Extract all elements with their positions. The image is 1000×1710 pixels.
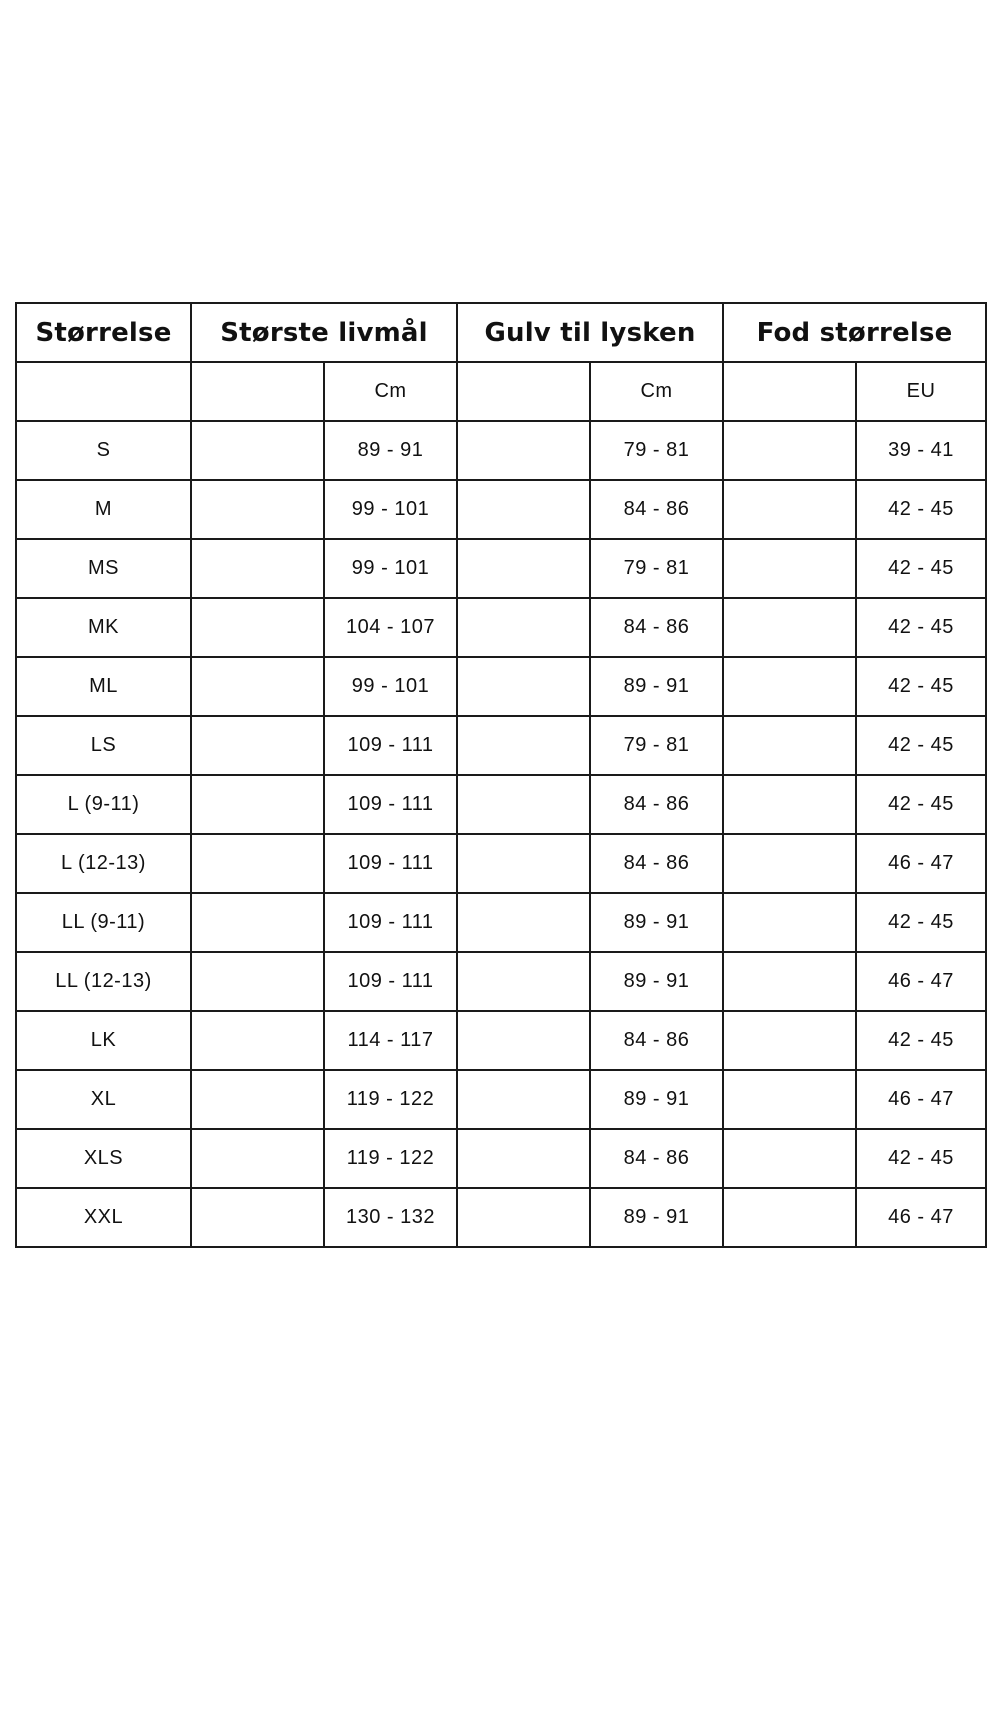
waist-cell: 89 - 91 — [324, 421, 457, 480]
inseam-cell: 89 - 91 — [590, 1070, 723, 1129]
size-cell: LL (12-13) — [16, 952, 191, 1011]
blank-cell — [191, 1011, 324, 1070]
waist-cell: 119 - 122 — [324, 1129, 457, 1188]
header-inseam: Gulv til lysken — [457, 303, 723, 362]
blank-cell — [191, 716, 324, 775]
blank-cell — [191, 657, 324, 716]
blank-cell — [723, 716, 856, 775]
unit-cell-inseam: Cm — [590, 362, 723, 421]
foot-size-cell: 46 - 47 — [856, 1070, 986, 1129]
waist-cell: 99 - 101 — [324, 480, 457, 539]
inseam-cell: 79 - 81 — [590, 421, 723, 480]
table-row — [16, 775, 986, 834]
inseam-cell: 89 - 91 — [590, 893, 723, 952]
inseam-cell: 89 - 91 — [590, 657, 723, 716]
table-row — [16, 893, 986, 952]
unit-row — [16, 362, 986, 421]
blank-cell — [191, 834, 324, 893]
waist-cell: 109 - 111 — [324, 834, 457, 893]
blank-cell — [723, 893, 856, 952]
blank-cell — [457, 657, 590, 716]
size-cell: ML — [16, 657, 191, 716]
unit-cell-blank — [457, 362, 590, 421]
inseam-cell: 89 - 91 — [590, 952, 723, 1011]
inseam-cell: 84 - 86 — [590, 1011, 723, 1070]
table-row — [16, 539, 986, 598]
table-row — [16, 716, 986, 775]
table-row — [16, 1011, 986, 1070]
waist-cell: 119 - 122 — [324, 1070, 457, 1129]
inseam-cell: 79 - 81 — [590, 716, 723, 775]
blank-cell — [191, 421, 324, 480]
foot-size-cell: 42 - 45 — [856, 716, 986, 775]
blank-cell — [191, 775, 324, 834]
foot-size-cell: 42 - 45 — [856, 598, 986, 657]
blank-cell — [457, 893, 590, 952]
blank-cell — [723, 657, 856, 716]
waist-cell: 104 - 107 — [324, 598, 457, 657]
foot-size-cell: 46 - 47 — [856, 834, 986, 893]
blank-cell — [723, 834, 856, 893]
unit-cell-waist: Cm — [324, 362, 457, 421]
blank-cell — [723, 1070, 856, 1129]
size-chart-table — [15, 302, 987, 1248]
size-cell: L (12-13) — [16, 834, 191, 893]
blank-cell — [191, 1070, 324, 1129]
blank-cell — [457, 775, 590, 834]
blank-cell — [723, 421, 856, 480]
table-row — [16, 598, 986, 657]
inseam-cell: 84 - 86 — [590, 480, 723, 539]
size-cell: S — [16, 421, 191, 480]
waist-cell: 109 - 111 — [324, 952, 457, 1011]
size-cell: XL — [16, 1070, 191, 1129]
blank-cell — [723, 775, 856, 834]
foot-size-cell: 39 - 41 — [856, 421, 986, 480]
blank-cell — [723, 952, 856, 1011]
blank-cell — [191, 539, 324, 598]
blank-cell — [723, 598, 856, 657]
table-row — [16, 1070, 986, 1129]
blank-cell — [457, 834, 590, 893]
inseam-cell: 84 - 86 — [590, 598, 723, 657]
size-cell: LS — [16, 716, 191, 775]
size-cell: LK — [16, 1011, 191, 1070]
inseam-cell: 84 - 86 — [590, 1129, 723, 1188]
blank-cell — [191, 1188, 324, 1247]
table-row — [16, 421, 986, 480]
size-cell: XLS — [16, 1129, 191, 1188]
size-cell: LL (9-11) — [16, 893, 191, 952]
blank-cell — [191, 952, 324, 1011]
unit-cell-blank — [723, 362, 856, 421]
blank-cell — [191, 598, 324, 657]
size-cell: M — [16, 480, 191, 539]
blank-cell — [723, 1011, 856, 1070]
foot-size-cell: 42 - 45 — [856, 657, 986, 716]
table-row — [16, 1129, 986, 1188]
blank-cell — [457, 1129, 590, 1188]
blank-cell — [457, 480, 590, 539]
waist-cell: 99 - 101 — [324, 657, 457, 716]
table-row — [16, 1188, 986, 1247]
table-row — [16, 480, 986, 539]
blank-cell — [457, 539, 590, 598]
foot-size-cell: 42 - 45 — [856, 539, 986, 598]
blank-cell — [457, 1188, 590, 1247]
size-cell: MS — [16, 539, 191, 598]
blank-cell — [723, 480, 856, 539]
inseam-cell: 84 - 86 — [590, 775, 723, 834]
blank-cell — [723, 1188, 856, 1247]
header-foot-size: Fod størrelse — [723, 303, 986, 362]
foot-size-cell: 46 - 47 — [856, 1188, 986, 1247]
blank-cell — [191, 893, 324, 952]
table-row — [16, 657, 986, 716]
blank-cell — [191, 1129, 324, 1188]
blank-cell — [457, 421, 590, 480]
header-waist: Største livmål — [191, 303, 457, 362]
blank-cell — [457, 598, 590, 657]
foot-size-cell: 42 - 45 — [856, 893, 986, 952]
size-cell: XXL — [16, 1188, 191, 1247]
waist-cell: 109 - 111 — [324, 716, 457, 775]
blank-cell — [191, 480, 324, 539]
header-row — [16, 303, 986, 362]
inseam-cell: 84 - 86 — [590, 834, 723, 893]
size-cell: L (9-11) — [16, 775, 191, 834]
foot-size-cell: 42 - 45 — [856, 1011, 986, 1070]
header-size: Størrelse — [16, 303, 191, 362]
foot-size-cell: 46 - 47 — [856, 952, 986, 1011]
size-cell: MK — [16, 598, 191, 657]
table-row — [16, 834, 986, 893]
blank-cell — [723, 1129, 856, 1188]
foot-size-cell: 42 - 45 — [856, 480, 986, 539]
foot-size-cell: 42 - 45 — [856, 775, 986, 834]
blank-cell — [457, 952, 590, 1011]
inseam-cell: 79 - 81 — [590, 539, 723, 598]
unit-cell-blank — [191, 362, 324, 421]
waist-cell: 109 - 111 — [324, 893, 457, 952]
waist-cell: 99 - 101 — [324, 539, 457, 598]
blank-cell — [457, 1011, 590, 1070]
unit-cell-foot: EU — [856, 362, 986, 421]
unit-cell-size — [16, 362, 191, 421]
waist-cell: 114 - 117 — [324, 1011, 457, 1070]
blank-cell — [723, 539, 856, 598]
waist-cell: 130 - 132 — [324, 1188, 457, 1247]
foot-size-cell: 42 - 45 — [856, 1129, 986, 1188]
inseam-cell: 89 - 91 — [590, 1188, 723, 1247]
waist-cell: 109 - 111 — [324, 775, 457, 834]
blank-cell — [457, 716, 590, 775]
blank-cell — [457, 1070, 590, 1129]
table-row — [16, 952, 986, 1011]
